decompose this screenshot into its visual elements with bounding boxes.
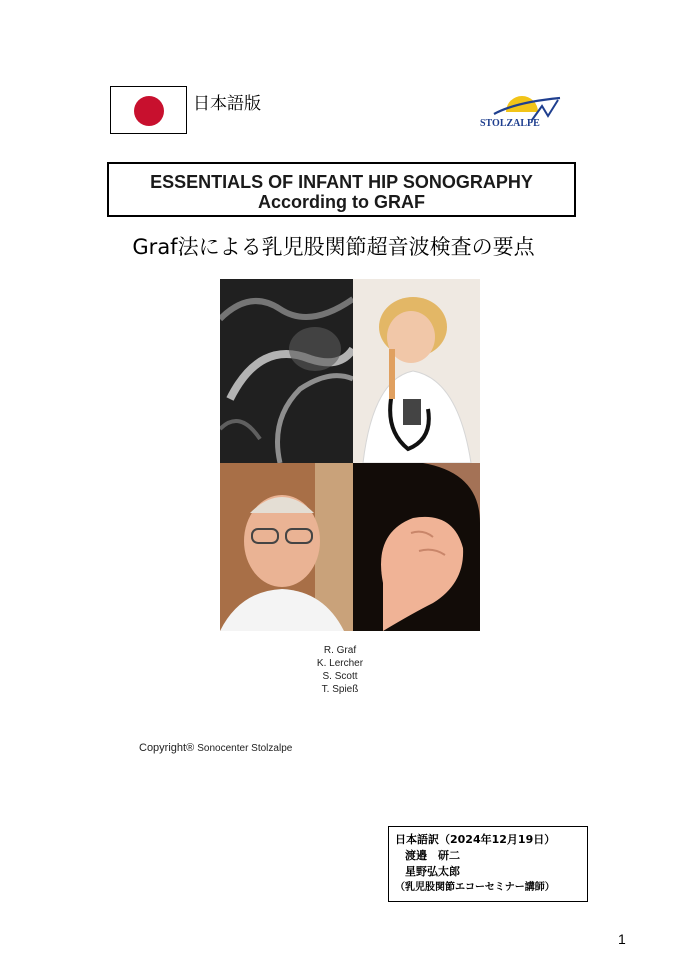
japanese-title: Graf法による乳児股関節超音波検査の要点 (132, 235, 535, 259)
edition-label: 日本語版 (193, 94, 261, 114)
title-line-2: According to GRAF (258, 192, 425, 212)
author-name: R. Graf (323, 645, 357, 656)
translation-date: 日本語訳（2024年12月19日） (395, 833, 556, 846)
author-name: S. Scott (322, 671, 358, 682)
author-name: K. Lercher (316, 658, 364, 669)
translation-credit-box (388, 826, 588, 902)
logo-text: STOLZALPE (480, 118, 540, 129)
english-title-box (107, 162, 576, 217)
copyright-holder: Sonocenter Stolzalpe (197, 743, 293, 754)
copyright-mark: Copyright® (139, 742, 195, 754)
doctor-portrait-photo (220, 463, 353, 631)
cover-photo-collage (220, 279, 480, 631)
child-doctor-photo (353, 279, 480, 463)
title-line-1: ESSENTIALS OF INFANT HIP SONOGRAPHY (150, 172, 533, 192)
flag-red-disc (134, 96, 164, 126)
author-name: T. Spieß (321, 684, 359, 695)
translator-name-2: 星野弘太郎 (405, 865, 460, 878)
copyright-notice (139, 742, 292, 754)
japan-flag (110, 86, 187, 134)
author-list (300, 644, 380, 696)
baby-fist-photo (353, 463, 480, 631)
stolzalpe-logo (476, 92, 562, 132)
page-number: 1 (618, 931, 626, 947)
translator-name-1: 渡邉 研二 (405, 849, 460, 862)
translator-role: （乳児股関節エコーセミナー講師） (395, 882, 555, 893)
hip-ultrasound-image (220, 279, 353, 463)
